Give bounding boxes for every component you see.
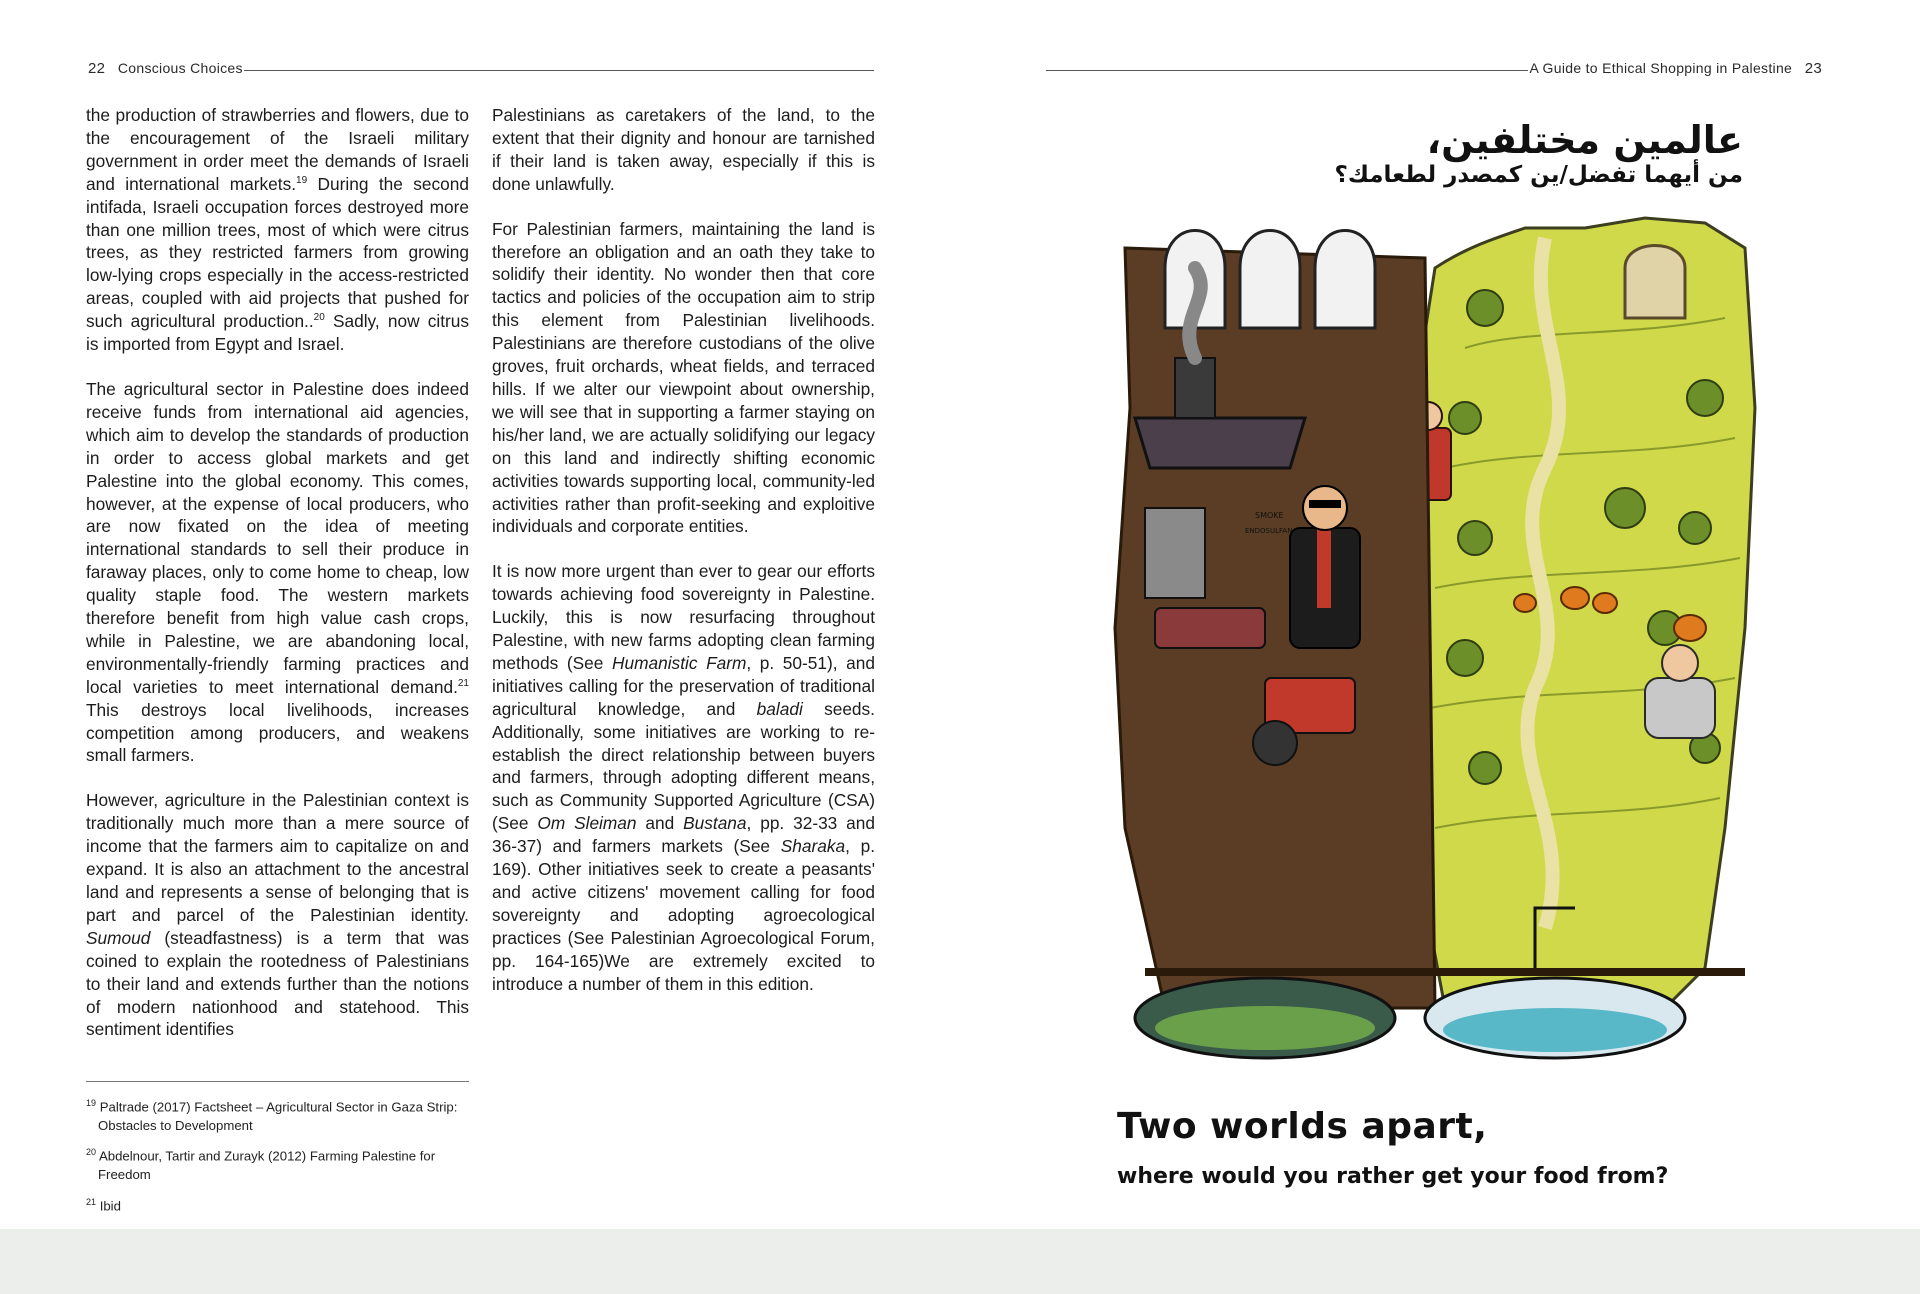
- footnote-rule: [86, 1081, 469, 1082]
- running-title: Conscious Choices: [117, 60, 243, 76]
- two-worlds-illustration: [1105, 208, 1765, 1078]
- stone-hut: [1625, 246, 1685, 319]
- text-column-2: [492, 104, 875, 1018]
- footnote-ref: 20: [313, 312, 325, 324]
- paragraph: Palestinians as caretakers of the land, to the extent that their dignity and honour are tarnished if their land is taken away, especially if this is done unlawfully.: [492, 105, 875, 194]
- text-column-1: [86, 104, 469, 1063]
- footnote: $^{21}$ Ibid: [86, 1196, 121, 1214]
- header-rule: [1046, 70, 1528, 71]
- footnote-ref: 19: [296, 174, 308, 186]
- arabic-title: عالمين مختلفين،: [1426, 118, 1743, 162]
- paragraph: It is now more urgent than ever to gear our efforts towards achieving food sovereignty in Palestine. Luckily, this is now resurfacing throughout Palestine, with new farms adopting clean farming methods (See Humanistic Farm, p. 50-51), and initiatives calling for the preservation of traditional agricultural knowledge, and baladi seeds. Additionally, some initiatives are working to re-establish the direct relationship between buyers and farmers, through adopting different means, such as Community Supported Agriculture (CSA) (See Om Sleiman and Bustana, pp. 32-33 and 36-37) and farmers markets (See Sharaka, p. 169). Other initiatives seek to create a peasants' and active citizens' movement calling for food sovereignty and adopting agroecological practices (See Palestinian Agroecological Forum, pp. 164-165)We are extremely excited to introduce a number of them in this edition.: [492, 561, 876, 994]
- running-head-right: [1530, 60, 1823, 77]
- footnote: $^{20}$ Abdelnour, Tartir and Zurayk (2012) Farming Palestine for Freedom: [86, 1147, 436, 1183]
- truck: [1155, 608, 1265, 648]
- page-number: 22: [88, 60, 106, 77]
- paragraph: For Palestinian farmers, maintaining the land is therefore an obligation and an oath they take to solidify their identity. No wonder then that core tactics and policies of the occupation aim to strip this element from Palestinian livelihoods. Palestinians are therefore custodians of the olive groves, fruit orchards, wheat fields, and terraced hills. If we alter our viewpoint about ownership, we will see that in supporting a farmer staying on his/her land, we are actually solidifying our legacy on this land and indirectly shifting economic activities towards supporting local, community-led activities rather than profit-seeking and exploitive individuals and corporate entities.: [492, 218, 875, 537]
- footnote: $^{19}$ Paltrade (2017) Factsheet – Agricultural Sector in Gaza Strip: Obstacles to Development: [86, 1098, 458, 1133]
- cargo-ship: [1135, 418, 1305, 468]
- green-hillside: [1405, 218, 1755, 1008]
- background-strip: [0, 1229, 1920, 1294]
- arabic-subtitle: من أيهما تفضل/ين كمصدر لطعامك؟: [1334, 162, 1743, 188]
- paragraph: The agricultural sector in Palestine does indeed receive funds from international aid agencies, which aim to develop the standards of production in order to access global markets and get Palestine into the global economy. This comes, however, at the expense of local producers, who are now fixated on the idea of meeting international standards to sell their produce in faraway places, only to come home to cheap, low quality staple food. The western markets therefore benefit from high value cash crops, while in Palestine, we are abandoning local, environmentally-friendly farming practices and local varieties to meet international demand.$^{21}$ This destroys local livelihoods, increases competition among producers, and weakens small farmers.: [86, 378, 469, 766]
- paragraph: the production of strawberries and flowers, due to the encouragement of the Israeli military government in order meet the demands of Israeli and international markets.$^{19}$ During the second intifada, Israeli occupation forces destroyed more than one million trees, most of which were citrus trees, as they restricted farmers from growing low-lying crops especially in the access-restricted areas, coupled with aid projects that pushed for such agricultural production..$^{20}$ Sadly, now citrus is imported from Egypt and Israel.: [86, 105, 469, 355]
- farmer-man: [1645, 678, 1715, 738]
- caption-subtitle: where would you rather get your food from?: [1117, 1164, 1669, 1189]
- page-number: 23: [1804, 60, 1822, 77]
- footnote-ref: 21: [457, 677, 469, 689]
- jar-label: SMOKE: [1255, 511, 1284, 520]
- factory-building: [1145, 508, 1205, 598]
- caption-title: Two worlds apart,: [1117, 1106, 1488, 1147]
- paragraph: However, agriculture in the Palestinian context is traditionally much more than a mere source of income that the farmers aim to capitalize on and expand. It is also an attachment to the ancestral land and represents a sense of belonging that is part and parcel of the Palestinian identity. Sumoud (steadfastness) is a term that was coined to explain the rootedness of Palestinians to their land and extends further than the notions of modern nationhood and statehood. This sentiment identifies: [86, 790, 469, 1040]
- running-title: A Guide to Ethical Shopping in Palestine: [1529, 60, 1793, 76]
- can-label: ENDOSULFAN: [1245, 527, 1293, 535]
- header-rule: [244, 70, 874, 71]
- italic-term: Sumoud: [86, 927, 151, 948]
- footnotes: [86, 1094, 466, 1224]
- running-head-left: [88, 60, 243, 77]
